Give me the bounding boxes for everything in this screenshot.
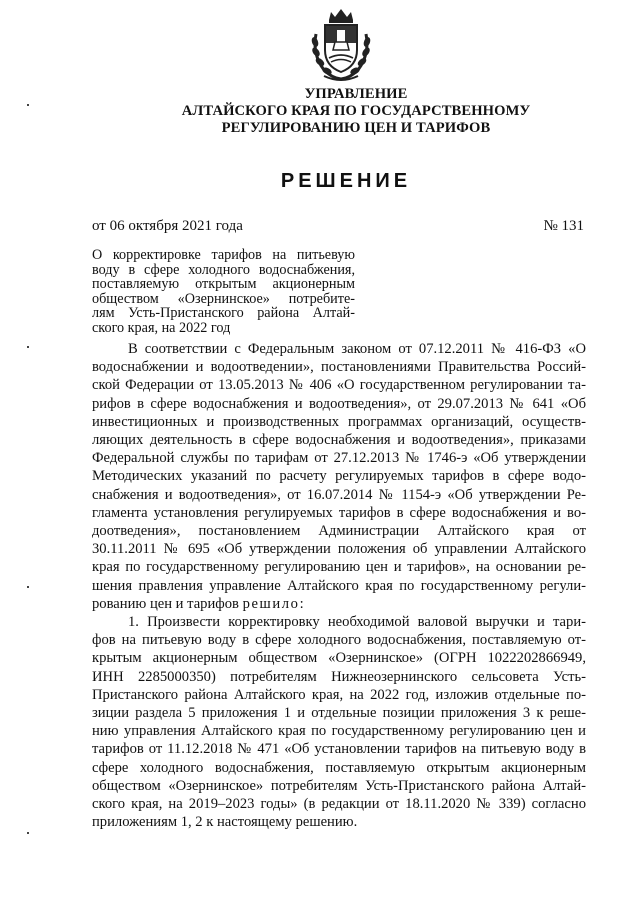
subject-line: ского края, на 2022 год: [92, 319, 231, 336]
subject-line: лям Усть-Пристанского района Алтай-: [92, 305, 355, 322]
agency-line: АЛТАЙСКОГО КРАЯ ПО ГОСУДАРСТВЕННОМУ: [181, 103, 531, 119]
decided-word: решило:: [242, 595, 306, 612]
preamble-line: инвестиционных и производственных программах организаций, осуществ-: [92, 413, 586, 430]
item-1-line: ИНН 2285000350) потребителям Нижнеозернинского сельсовета Усть-: [92, 668, 586, 685]
issuing-agency: [0, 86, 640, 137]
preamble-final-line: [92, 595, 586, 613]
subject-line: обществом «Озернинское» потребите-: [92, 290, 355, 307]
scan-mark: [27, 586, 29, 588]
scan-mark: [27, 104, 29, 106]
preamble-line: гламента установления регулируемых тарифов в сфере водоснабжения и во-: [92, 504, 586, 521]
document-subject: [92, 248, 355, 336]
scan-mark: [27, 346, 29, 348]
preamble-line: Методических указаний по расчету регулируемых тарифов в сфере водо-: [92, 468, 586, 485]
document-body: [92, 340, 586, 831]
subject-line: поставляемую открытым акционерным: [92, 276, 355, 293]
item-1-line: 1. Произвести корректировку необходимой валовой выручки и тари-: [128, 614, 586, 631]
preamble-line: 30.11.2011 № 695 «Об утверждении положения об управлении Алтайского: [92, 541, 586, 558]
item-1-line: фов на питьевую воду в сфере холодного водоснабжения, поставляемую от-: [92, 632, 586, 649]
scan-mark: [27, 832, 29, 834]
preamble-line: Федеральной службы по тарифам от 27.12.2013 № 1746-э «Об утверждении: [92, 450, 586, 467]
preamble-line: снабжения и водоотведения», от 16.07.2014 № 1154-э «Об утверждении Ре-: [92, 486, 586, 503]
preamble-line: В соответствии с Федеральным законом от 07.12.2011 № 416-ФЗ «О: [128, 341, 586, 357]
altai-krai-coat-of-arms-icon: [302, 6, 380, 84]
item-1-line: сфере холодного водоснабжения, поставляемую открытым акционерным: [92, 759, 586, 776]
document-date: от 06 октября 2021 года: [92, 218, 243, 234]
item-1-line: обществом «Озернинское» потребителям Усть-Пристанского района Алтай-: [92, 777, 586, 794]
preamble-line: шения правления управление Алтайского края по государственному регули-: [92, 577, 586, 594]
preamble-line: водоснабжении и водоотведении», постановлениями Правительства Россий-: [92, 359, 586, 376]
item-1-line: приложениям 1, 2 к настоящему решению.: [92, 814, 358, 831]
item-1-line: крытым акционерным обществом «Озернинское» (ОГРН 1022202866949,: [92, 650, 586, 667]
agency-line: РЕГУЛИРОВАНИЮ ЦЕН И ТАРИФОВ: [221, 120, 491, 136]
preamble-line: рифов в сфере водоснабжения и водоотведения», от 29.07.2013 № 641 «Об: [92, 395, 586, 412]
document-title: РЕШЕНИЕ: [280, 170, 412, 192]
preamble-line: доотведения», постановлением Администрации Алтайского края от: [92, 523, 586, 540]
subject-line: О корректировке тарифов на питьевую: [92, 247, 355, 263]
document-number: № 131: [543, 218, 584, 234]
preamble-line: края по государственному регулированию цен и тарифов», на основании ре-: [92, 559, 586, 576]
preamble-line: ляющих деятельность в сфере водоснабжения и водоотведения», приказами: [92, 432, 586, 449]
item-1-line: ского края, на 2019–2023 годы» (в редакции от 18.11.2020 № 339) согласно: [92, 796, 586, 813]
item-1-line: нию управления Алтайского края по государственному регулированию цен и: [92, 723, 586, 740]
agency-line: УПРАВЛЕНИЕ: [304, 86, 408, 102]
item-1-line: тарифов от 11.12.2018 № 471 «Об установлении тарифов на питьевую воду в: [92, 741, 586, 758]
item-1-line: зиции раздела 5 приложения 1 и отдельные позиции приложения 3 к реше-: [92, 705, 586, 722]
preamble-line: рованию цен и тарифов: [92, 595, 243, 612]
preamble-line: ской Федерации от 13.05.2013 № 406 «О государственном регулировании та-: [92, 377, 586, 394]
subject-line: воду в сфере холодного водоснабжения,: [92, 261, 355, 278]
item-1-line: Пристанского района Алтайского края, на 2022 год, изложив отдельные по-: [92, 686, 586, 703]
